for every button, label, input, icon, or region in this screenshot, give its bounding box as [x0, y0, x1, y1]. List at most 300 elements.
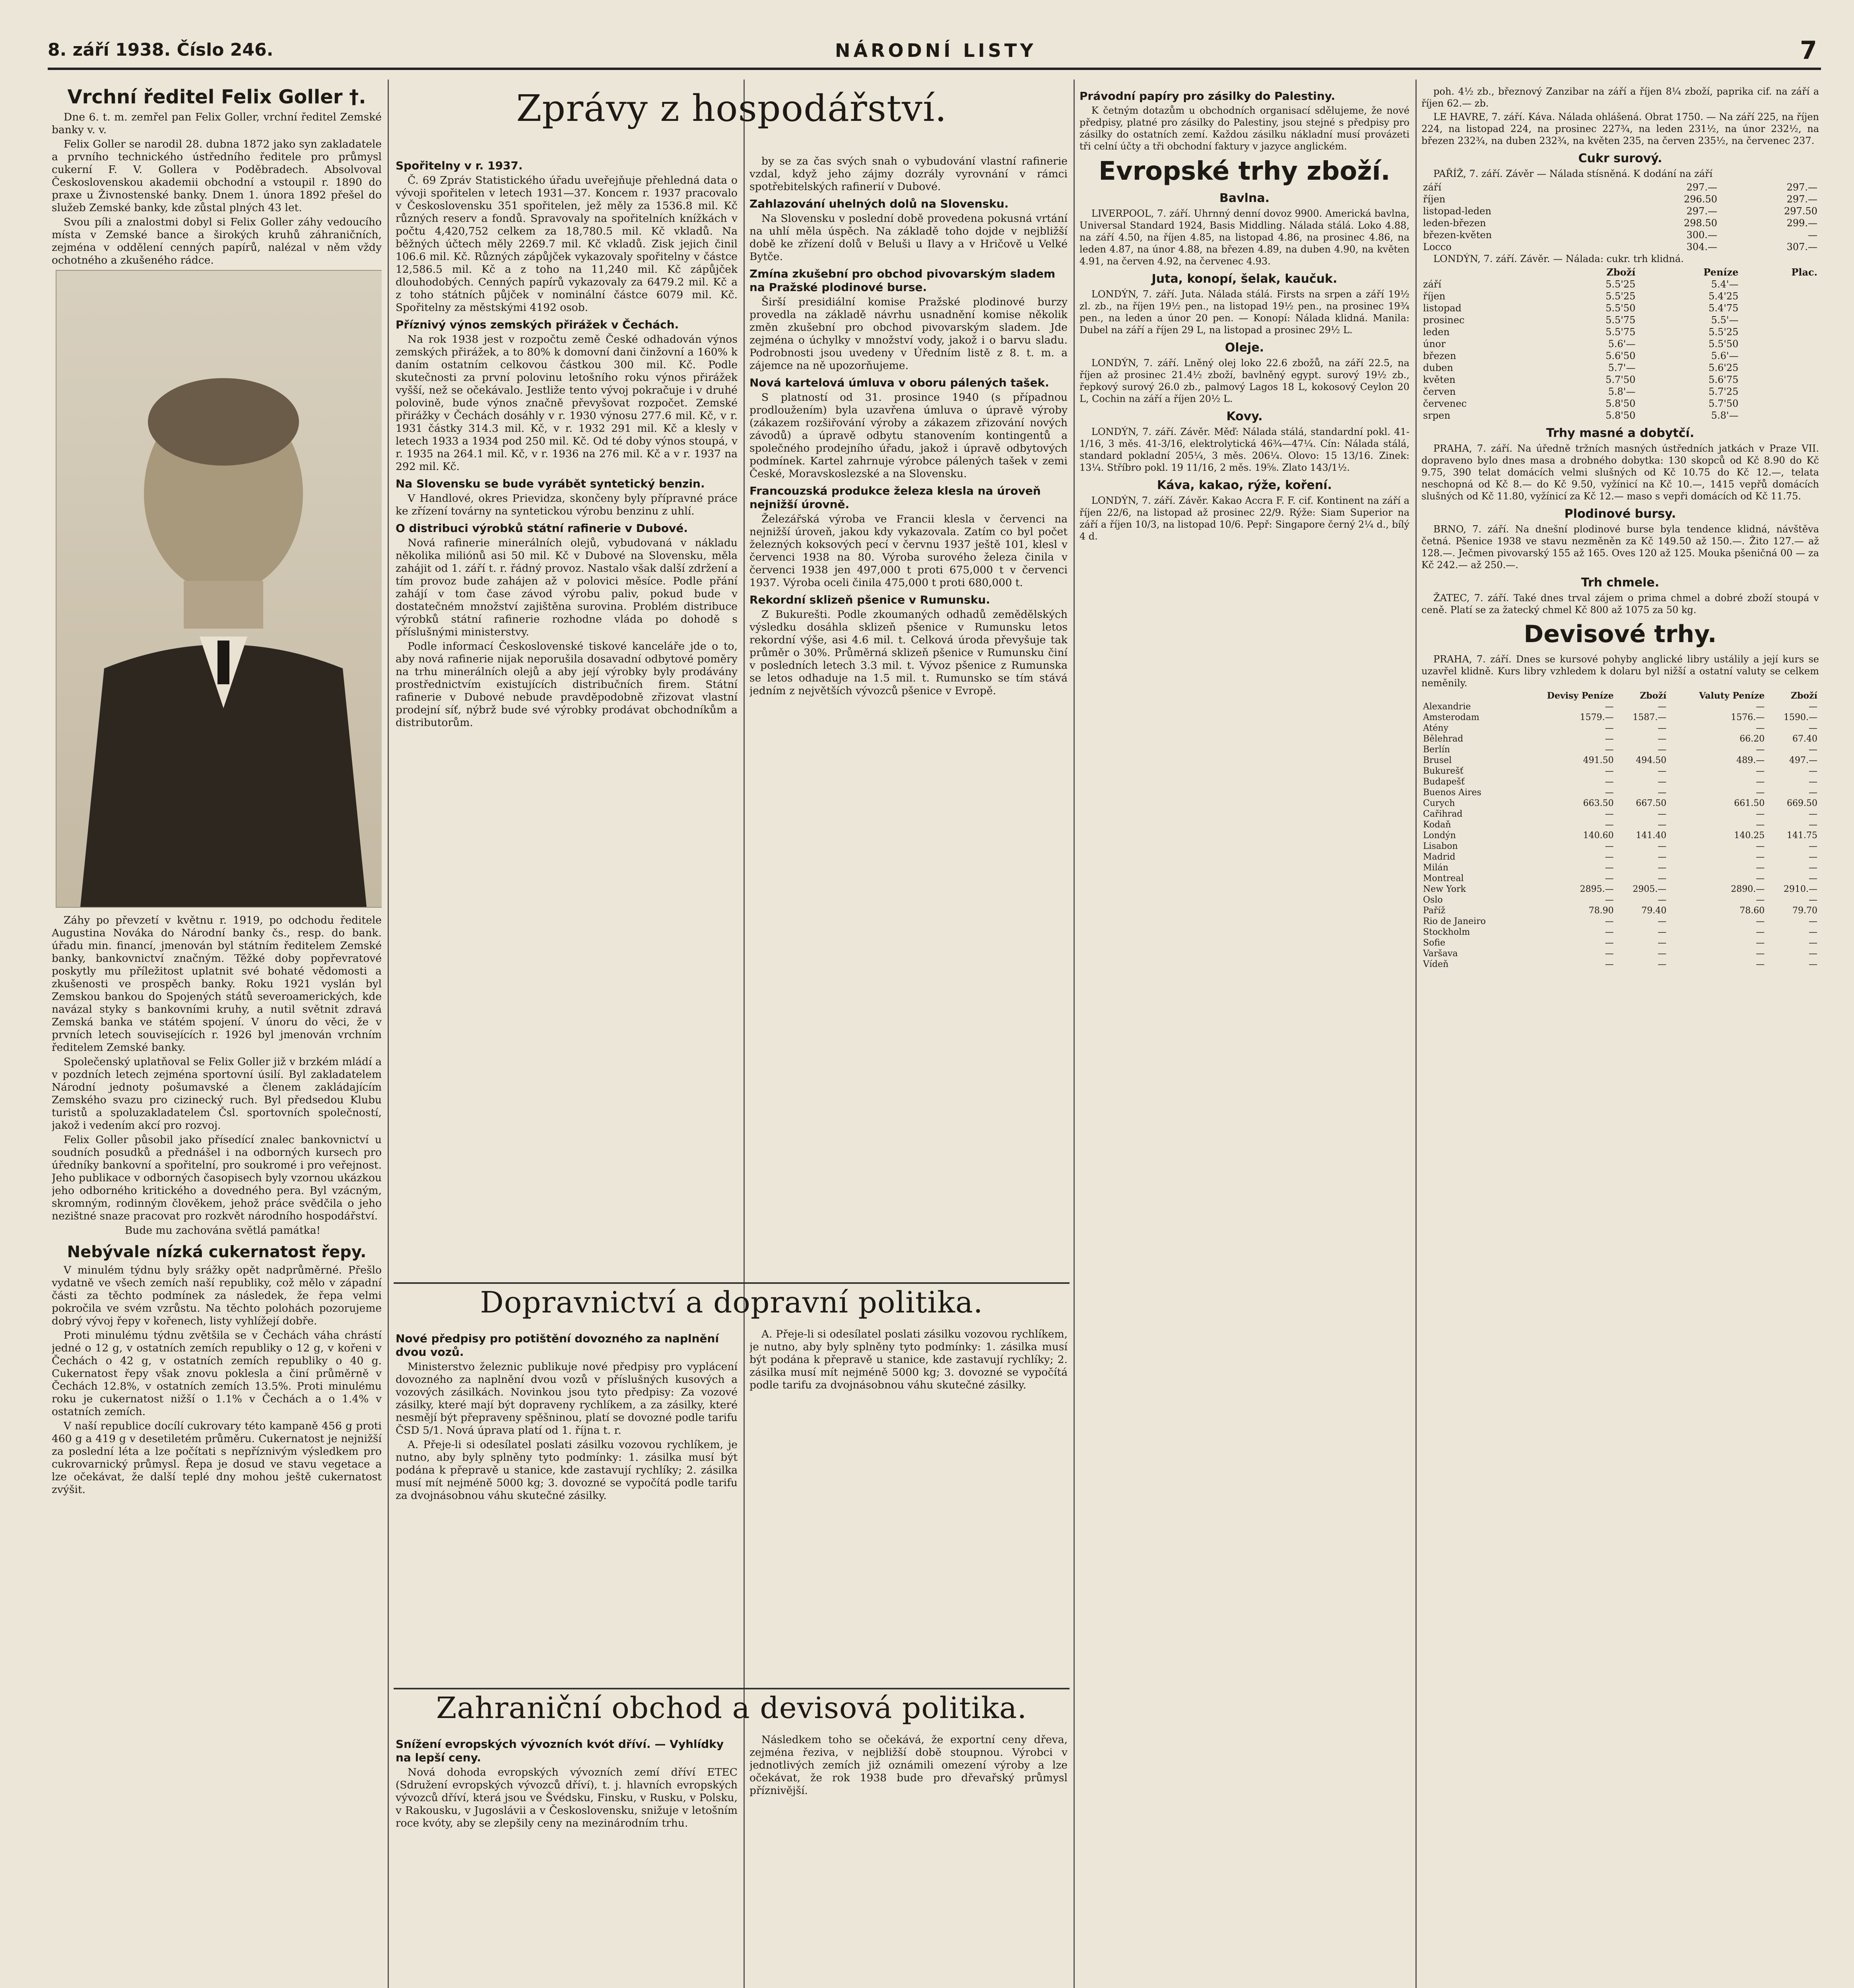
article-text: K četným dotazům u obchodních organisací sdělujeme, že nové předpisy, platné pro zásilky do Palestiny, jsou stejné s předpisy pro zásilky do ostatních zemí. Každou zásilku nákladní musí provázeti tři celní účty a tři obchodní faktury v jazyce anglickém. — [1079, 105, 1409, 152]
currency-row — [1421, 712, 1819, 723]
row-value: — — [1809, 916, 1817, 926]
row-value: — — [1605, 874, 1614, 883]
row-label: Oslo — [1423, 895, 1443, 905]
row-value: — — [1605, 788, 1614, 798]
row-value: 1579.— — [1580, 712, 1614, 722]
row-label: New York — [1423, 884, 1466, 894]
row-value: — — [1605, 820, 1614, 830]
row-value: 5.5'25 — [1606, 279, 1636, 290]
row-label: duben — [1423, 362, 1453, 373]
column-rule — [1074, 80, 1075, 1988]
row-label: březen-květen — [1423, 229, 1492, 241]
row-value: 491.50 — [1583, 755, 1614, 765]
row-label: Bělehrad — [1423, 734, 1464, 744]
row-value: 78.90 — [1588, 906, 1614, 916]
row-value: — — [1809, 959, 1817, 969]
column-header: Valuty Peníze — [1699, 691, 1765, 701]
row-value: 140.60 — [1583, 831, 1614, 841]
row-value: — — [1809, 745, 1817, 755]
currency-row — [1421, 766, 1819, 777]
sugar-beet-paragraph: V minulém týdnu byly srážky opět nadprůměrné. Přešlo vydatně ve všech zemích naší republiky, což mělo v západní části za těchto podmínek za následek, že řepa velmi pokročila ve svém vzrůstu. Na těchto polohách pozorujeme dobrý vývoj řepy v kořenech, listy vyhlížejí dobře. — [52, 1264, 382, 1327]
column-header: Zboží — [1606, 266, 1636, 278]
row-value: 5.6'25 — [1708, 362, 1739, 373]
row-label: říjen — [1423, 291, 1446, 302]
sugar-price-row — [1421, 193, 1819, 205]
row-value: — — [1756, 852, 1765, 862]
article-heading: Nové předpisy pro potištění dovozného za naplnění dvou vozů. — [396, 1332, 719, 1359]
sugar-london-row — [1421, 410, 1819, 421]
row-value: 297.— — [1786, 194, 1817, 205]
row-value: 2890.— — [1731, 884, 1765, 894]
market-text: LONDÝN, 7. září. Závěr. — Nálada: cukr. trh klidná. — [1433, 253, 1684, 264]
row-value: — — [1756, 959, 1765, 969]
row-value: — — [1658, 938, 1667, 948]
row-value: 2905.— — [1633, 884, 1667, 894]
row-label: Cařihrad — [1423, 809, 1463, 819]
row-value: 304.— — [1686, 241, 1717, 252]
row-value: — — [1756, 788, 1765, 798]
row-value: — — [1809, 938, 1817, 948]
currency-row — [1421, 701, 1819, 712]
european-markets-title: Evropské trhy zboží. — [1099, 157, 1390, 186]
row-value: — — [1756, 938, 1765, 948]
column-rule — [1415, 80, 1417, 1988]
row-value: 78.60 — [1739, 906, 1765, 916]
currency-row — [1421, 830, 1819, 841]
row-value: 5.7'25 — [1708, 386, 1739, 397]
article-text: Nová dohoda evropských vývozních zemí dříví ETEC (Sdružení evropských vývozců dříví), t. j. hlavních evropských vývozců dříví, která jsou ve Švédsku, Finsku, v Rusku, v Polsku, v Rakousku, v Jugoslávii a v Československu, snižuje v letošním roce kvóty, aby se zlepšily ceny na mezinárodním trhu. — [396, 1766, 738, 1829]
row-value: — — [1809, 809, 1817, 819]
column-commodities — [1079, 85, 1409, 1988]
row-value: — — [1658, 745, 1667, 755]
row-value: — — [1658, 927, 1667, 937]
commodity-text: LONDÝN, 7. září. Lněný olej loko 22.6 zbožů, na září 22.5, na říjen až prosinec 21.4½ zboží, bavlněný egypt. surový 19½ zb., řepkový surový 26.0 zb., palmový Lagos 18 L, kokosový Ceylon 20 L, Cochin na září a říjen 20½ L. — [1079, 357, 1409, 404]
economy-news-header — [394, 85, 1070, 149]
row-value: — — [1756, 841, 1765, 851]
row-value: — — [1756, 916, 1765, 926]
row-value: — — [1809, 852, 1817, 862]
row-label: březen — [1423, 350, 1456, 361]
currency-row — [1421, 777, 1819, 787]
portrait-photo — [56, 270, 382, 908]
article-text: Širší presidiální komise Pražské plodinové burzy provedla na základě návrhu usnadnění komise několik změn zkušební pro obchod pivovarským sladem. Jde zejména o úchylky v množství vody, jakož i o barvu sladu. Podrobnosti jsou uvedeny v Úředním listě z 8. t. m. a zájemce na ně upozorňujeme. — [749, 296, 1068, 372]
article-text: S platností od 31. prosince 1940 (s případnou prodloužením) byla uzavřena úmluva o úpravě výroby (zákazem rozšiřování výroby a zákazem zřizování nových závodů) a úpravě odbytu stanovením kontingentů a společného prodejního úřadu, jakož i úpravě odbytových podmínek. Kartel zahrnuje výrobce pálených tašek v zemi České, Moravskoslezské a na Slovensku. — [749, 391, 1068, 480]
currency-row — [1421, 948, 1819, 959]
row-label: Berlín — [1423, 745, 1450, 755]
currency-row — [1421, 852, 1819, 862]
obituary-paragraph: Společenský uplatňoval se Felix Goller již v brzkém mládí a v pozdních letech zejména sportovní úsilí. Byl zakladatelem Národní jednoty pošumavské a členem zakládajícím Zemského svazu pro cizinecký ruch. Byl předsedou Klubu turistů a spoluzakladatelem Čsl. sportovních společností, jakož i vedením akcí pro rozvoj. — [52, 1056, 382, 1132]
market-heading: Trhy masné a dobytčí. — [1546, 426, 1695, 440]
column-header: Peníze — [1703, 266, 1739, 278]
row-label: Locco — [1423, 241, 1452, 252]
sugar-london-row — [1421, 290, 1819, 302]
currency-row — [1421, 862, 1819, 873]
row-value: — — [1809, 820, 1817, 830]
portrait-figure — [56, 271, 382, 907]
row-value: — — [1809, 863, 1817, 873]
row-value: 5.4'— — [1711, 279, 1739, 290]
market-heading: Cukr surový. — [1578, 151, 1662, 165]
row-value: 5.8'— — [1608, 386, 1636, 397]
row-value: — — [1658, 852, 1667, 862]
article-text: Podle informací Československé tiskové kanceláře jde o to, aby nová rafinerie nijak neporušila dosavadní odbytové poměry na trhu minerálních olejů a aby její výrobky byly prodávány prostřednictvím existujících distribučních firem. Státní rafinerie v Dubové nebude pravděpodobně zřizovat vlastní prodejní síť, nýbrž bude své výrobky prodávat obchodníkům a distributorům. — [396, 640, 738, 729]
row-value: — — [1658, 841, 1667, 851]
row-value: 667.50 — [1636, 798, 1667, 808]
row-value: — — [1605, 723, 1614, 733]
currency-row — [1421, 744, 1819, 755]
row-value: 5.5'75 — [1606, 326, 1636, 338]
article-text: A. Přeje-li si odesílatel poslati zásilku vozovou rychlíkem, je nutno, aby byly splněny tyto podmínky: 1. zásilka musí být podána k přepravě u stanice, kde zastavují rychlíky; 2. zásilka musí mít nejméně 5000 kg; 3. dovozné se vypočítá podle tarifu za dvojnásobnou váhu skutečné zásilky. — [749, 1328, 1068, 1391]
row-value: 1576.— — [1731, 712, 1765, 722]
row-value: — — [1605, 927, 1614, 937]
row-value: — — [1658, 702, 1667, 712]
commodity-text: LONDÝN, 7. září. Závěr. Měď: Nálada stálá, standardní pokl. 41-1/16, 3 měs. 41-3/16, elektrolytická 46¾—47¼. Cín: Nálada stálá, standard pokladní 205¼, 3 měs. 206¼. Olovo: 15 13/16. Zinek: 13¼. Stříbro pokl. 19 11/16, 2 měs. 19⅝. Zlato 143/1½. — [1079, 426, 1409, 473]
row-label: Rio de Janeiro — [1423, 916, 1486, 926]
sugar-london-row — [1421, 386, 1819, 398]
obituary-paragraph: Svou píli a znalostmi dobyl si Felix Goller záhy vedoucího místa v Zemské bance a širokých kruhů záhraničních, zejména v oddělení cenných papírů, nalézal v něm vždy ochotného a zkušeného rádce. — [52, 216, 382, 266]
row-value: 5.7'50 — [1708, 398, 1739, 409]
row-value: — — [1809, 788, 1817, 798]
row-value: — — [1809, 702, 1817, 712]
currency-row — [1421, 841, 1819, 852]
row-label: červenec — [1423, 398, 1467, 409]
article-text: Na Slovensku v poslední době provedena pokusná vrtání na uhlí měla úspěch. Na základě toho dojde v nejbližší době ke zřízení dolů v Beluši u Ilavy a v Hričově u Velké Bytče. — [749, 212, 1068, 263]
column-header — [1421, 691, 1516, 701]
row-label: Curych — [1423, 798, 1455, 808]
currency-markets-title: Devisové trhy. — [1524, 620, 1717, 648]
row-value: 140.25 — [1734, 831, 1765, 841]
transport-title: Dopravnictví a dopravní politika. — [480, 1285, 983, 1320]
row-value: — — [1605, 959, 1614, 969]
commodity-heading: Oleje. — [1225, 341, 1264, 355]
row-label: Bukurešť — [1423, 766, 1464, 776]
row-value: 300.— — [1686, 229, 1717, 241]
row-value: — — [1605, 745, 1614, 755]
row-label: srpen — [1423, 410, 1450, 421]
article-text: V Handlové, okres Prievidza, skončeny byly přípravné práce ke zřízení továrny na syntetickou výrobu benzinu z uhlí. — [396, 492, 738, 517]
sugar-price-row — [1421, 229, 1819, 241]
obituary-paragraph: Felix Goller působil jako přísedící znalec bankovnictví u soudních posudků a přednášel i na odborných kursech pro úředníky bankovní a spořitelní, pro soukromé i pro veřejnost. Jeho publikace v odborných časopisech byly vzornou ukázkou jeho odborného kritického a dovedného pera. Byl vzácným, skromným, rodinným člověkem, jehož práce svědčila o jeho nezištné snaze pracovat pro rozkvět národního hospodářství. — [52, 1134, 382, 1222]
row-value: — — [1756, 702, 1765, 712]
row-label: Budapešť — [1423, 777, 1465, 787]
column-header: Zboží — [1640, 691, 1667, 701]
obituary-closing: Bude mu zachována světlá památka! — [124, 1224, 321, 1237]
article-text: by se za čas svých snah o vybudování vlastní rafinerie vzdal, když jeho zájmy dozrály vyrovnání v rámci spotřebitelských rafinerií v Dubové. — [749, 155, 1068, 193]
article-text: Železářská výroba ve Francii klesla v červenci na nejnižší úroveň, jakou kdy vykazovala. Zatím co byl počet železných koksových pecí v červnu 1937 ještě 101, klesl v červenci 1938 na 80. Výroba surového železa činila v červenci 1938 jen 497,000 t proti 675,000 t v červenci 1937. Výroba oceli činila 475,000 t proti 680,000 t. — [749, 513, 1068, 589]
column-header: Plac. — [1791, 266, 1817, 278]
row-label: Sofie — [1423, 938, 1446, 948]
row-value: — — [1605, 895, 1614, 905]
row-value: 5.5'25 — [1708, 326, 1739, 338]
row-label: Londýn — [1423, 831, 1456, 841]
column-markets — [1421, 85, 1819, 1988]
currency-row — [1421, 819, 1819, 830]
row-value: 66.20 — [1739, 734, 1765, 744]
column-trade-2 — [749, 1734, 1068, 1988]
row-value: 489.— — [1736, 755, 1765, 765]
obituary-paragraph: Záhy po převzetí v květnu r. 1919, po odchodu ředitele Augustina Nováka do Národní banky čs., resp. do bank. úřadu min. financí, jmenován byl státním ředitelem Zemské banky, bankovnictví značným. Těžké doby popřevratové poskytly mu příležitost uplatnit své bohaté vědomosti a zkušenosti ve prospěch banky. Roku 1921 vyslán byl Zemskou bankou do Spojených států severoamerických, kde navázal styky s bankovními kruhy, a nutil světnit zdravá Zemská banka ve státém spojení. V únoru do věci, že v prvních letech souvisejících r. 1926 byl jmenován vrchním ředitelem Zemské banky. — [52, 914, 382, 1054]
column-header: Zboží — [1791, 691, 1817, 701]
sugar-london-row — [1421, 338, 1819, 350]
article-heading: Zmína zkušební pro obchod pivovarským sladem na Pražské plodinové burse. — [749, 267, 1056, 294]
row-label: Buenos Aires — [1423, 788, 1481, 798]
sugar-london-row — [1421, 326, 1819, 338]
row-value: — — [1756, 863, 1765, 873]
row-label: Stockholm — [1423, 927, 1470, 937]
article-heading: Spořitelny v r. 1937. — [396, 159, 523, 172]
article-heading: Zahlazování uhelných dolů na Slovensku. — [749, 197, 1009, 210]
row-label: Amsterodam — [1423, 712, 1479, 722]
row-value: 5.6'— — [1711, 350, 1739, 361]
trade-header — [394, 1688, 1070, 1732]
row-value: 2910.— — [1784, 884, 1817, 894]
sugar-price-table — [1421, 181, 1819, 253]
row-value: — — [1658, 863, 1667, 873]
row-value: — — [1809, 766, 1817, 776]
row-value: 297.— — [1786, 182, 1817, 193]
row-value: — — [1605, 852, 1614, 862]
article-text: Ministerstvo železnic publikuje nové předpisy pro vyplácení dovozného za naplnění dvou vozů v příslušných kusových a vozových zásilkách. Novinkou jsou tyto předpisy: Za vozové zásilky, které mají být dopraveny rychlíkem, a za zásilky, které nesmějí být přepraveny spěšninou, platí se dovozné podle tarifu ČSD 5/1. Nová úprava platí od 1. října t. r. — [396, 1361, 738, 1437]
row-value: 5.5'50 — [1708, 338, 1739, 349]
row-label: červen — [1423, 386, 1456, 397]
row-value: — — [1809, 895, 1817, 905]
row-label: září — [1423, 279, 1442, 290]
row-value: 297.— — [1686, 206, 1717, 217]
row-value: — — [1658, 949, 1667, 959]
sugar-beet-paragraph: V naší republice docílí cukrovary této kampaně 456 g proti 460 g a 419 g v desetiletém průměru. Cukernatost je nejnižší za poslední léta a lze počítati s nepříznivým výsledkem pro cukrovarnický průmysl. Řepa je dosud ve stavu vegetace a lze očekávat, že další teplé dny mohou ještě cukernatost zvýšit. — [52, 1420, 382, 1496]
column-transport-1 — [396, 1328, 738, 1682]
article-text: Č. 69 Zpráv Statistického úřadu uveřejňuje přehledná data o vývoji spořitelen v letech 1931—37. Koncem r. 1937 pracovalo v Československu 351 spořitelen, jež měly za 1536.8 mil. Kč různých reserv a fondů. Spravovaly na spořitelních knížkách v počtu 4,420,752 celkem za 18,780.5 mil. Kč vkladů. Na běžných účtech měly 2269.7 mil. Kč vkladů. Zisk jejich činil 106.6 mil. Kč. Různých zápůjček vykazovaly spořitelny v částce 12,586.5 mil. Kč a z toho na 11,240 mil. Kč zápůjček dlouhodobých. Cenných papírů vykazovaly za 6479.2 mil. Kč a z toho státních půjček v nominální částce 6079 mil. Kč. Spořitelny za městskými 4192 osob. — [396, 174, 738, 314]
row-label: leden-březen — [1423, 217, 1486, 229]
column-economy-2 — [749, 155, 1068, 1276]
row-value: — — [1756, 820, 1765, 830]
article-text: Nová rafinerie minerálních olejů, vybudovaná v nákladu několika miliónů asi 50 mil. Kč v Dubové na Slovensku, měla zahájit od 1. září t. r. řádný provoz. Nastalo však další zdržení a tím provoz bude zahájen až v polovici měsíce. Podle přání zahájí v tom čase závod výrobu paliv, pokud bude v dostatečném množství zajištěna surovina. Problém distribuce výrobků státní rafinerie rozhodne vláda po dohodě s příslušnými ministerstvy. — [396, 537, 738, 638]
row-value: 5.5'— — [1711, 315, 1739, 326]
row-value: — — [1605, 809, 1614, 819]
currency-row — [1421, 959, 1819, 970]
row-value: — — [1605, 938, 1614, 948]
row-value: 1590.— — [1784, 712, 1817, 722]
column-transport-2 — [749, 1328, 1068, 1682]
row-label: prosinec — [1423, 315, 1465, 326]
row-value: — — [1605, 863, 1614, 873]
sugar-london-row — [1421, 398, 1819, 410]
row-value: 79.70 — [1792, 906, 1817, 916]
row-value: — — [1605, 916, 1614, 926]
row-value: 1587.— — [1633, 712, 1667, 722]
row-value: 141.40 — [1636, 831, 1667, 841]
row-value: 5.6'— — [1608, 338, 1636, 349]
commodity-text: LONDÝN, 7. září. Závěr. Kakao Accra F. F. cif. Kontinent na září a říjen 22/6, na listopad až prosinec 22/9. Rýže: Siam Superior na září a říjen 10/3, na listopad 10/6. Pepř: Singapore černý 2¼ d., bílý 4 d. — [1079, 495, 1409, 542]
page-number: 7 — [1800, 36, 1817, 65]
currency-row — [1421, 755, 1819, 766]
row-value: 2895.— — [1580, 884, 1614, 894]
article-text: Následkem toho se očekává, že exportní ceny dřeva, zejména řeziva, v nejbližší době stoupnou. Výrobci v jednotlivých zemích již oznámili omezení výroby a lze očekávat, že rok 1938 bude pro dřevařský průmysl příznivější. — [749, 1734, 1068, 1797]
market-text: PRAHA, 7. září. Na úředně tržních masných ústředních jatkách v Praze VII. dopraveno bylo dnes masa a drobného dobytka: 130 skopců od Kč 8.90 do Kč 9.75, 390 telat domácích velmi slušných od Kč 10.75 do Kč 12.—, telata neschopná od Kč 8.— do Kč 9.50, vyžínicí na Kč 10.—, 1415 vepřů domácích slušných od Kč 11.80, vyžínicí za Kč 12.— maso s vepři domácích od Kč 11.75. — [1421, 443, 1819, 502]
row-label: Madrid — [1423, 852, 1456, 862]
row-value: — — [1605, 734, 1614, 744]
row-value: — — [1756, 745, 1765, 755]
commodity-heading: Káva, kakao, rýže, koření. — [1157, 478, 1332, 492]
row-value: — — [1756, 895, 1765, 905]
currency-row — [1421, 916, 1819, 927]
row-value: — — [1658, 959, 1667, 969]
row-label: Milán — [1423, 863, 1448, 873]
row-value: — — [1658, 916, 1667, 926]
row-value: 494.50 — [1636, 755, 1667, 765]
row-value: 5.5'75 — [1606, 315, 1636, 326]
currency-row — [1421, 905, 1819, 916]
column-trade-1 — [396, 1734, 738, 1988]
row-value: 299.— — [1786, 217, 1817, 229]
market-heading: Plodinové bursy. — [1564, 507, 1676, 521]
masthead: NÁRODNÍ LISTY — [835, 40, 1037, 61]
article-heading: Na Slovensku se bude vyrábět syntetický benzin. — [396, 477, 705, 490]
currency-row — [1421, 734, 1819, 744]
currency-row — [1421, 895, 1819, 905]
row-value: 297.— — [1686, 182, 1717, 193]
row-value: — — [1809, 927, 1817, 937]
page-header — [48, 36, 1821, 70]
sugar-london-row — [1421, 302, 1819, 314]
row-value: — — [1658, 820, 1667, 830]
sugar-beet-title: Nebývale nízká cukernatost řepy. — [67, 1243, 367, 1261]
row-value: — — [1605, 766, 1614, 776]
commodity-text: LIVERPOOL, 7. září. Uhrnný denní dovoz 9900. Americká bavlna, Universal Standard 1924, Basis Middling. Nálada stálá. Loko 4.88, na září 4.50, na říjen 4.85, na listopad 4.86, na prosinec 4.86, na leden 4.87, na únor 4.88, na březen 4.89, na duben 4.90, na květen 4.91, na červen 4.92, na červenec 4.93. — [1079, 208, 1409, 267]
sugar-london-row — [1421, 374, 1819, 386]
row-value: 298.50 — [1684, 217, 1717, 229]
row-value: 5.6'50 — [1606, 350, 1636, 361]
row-value: 67.40 — [1792, 734, 1817, 744]
row-value: 141.75 — [1787, 831, 1817, 841]
row-value: 5.6'75 — [1708, 374, 1739, 385]
row-value: 5.4'25 — [1708, 291, 1739, 302]
row-value: 5.5'25 — [1606, 291, 1636, 302]
article-heading: Právodní papíry pro zásilky do Palestiny. — [1079, 89, 1336, 103]
sugar-price-row — [1421, 181, 1819, 193]
row-value: — — [1808, 229, 1817, 241]
row-value: — — [1658, 874, 1667, 883]
sugar-price-row — [1421, 217, 1819, 229]
column-header: Devisy Peníze — [1547, 691, 1614, 701]
sugar-beet-paragraph: Proti minulému týdnu zvětšila se v Čechách váha chrástí jedné o 12 g, v ostatních zemích republiky o 12 g, v kořeni v Čechách o 42 g, v ostatních zemích republiky o 40 g. Cukernatost řepy však znovu poklesla a činí průměrně v Čechách 12.8%, v ostatních zemích 13.5%. Proti minulému roku je cukernatost nižší o 1.1% v Čechách a o 1.4% v ostatních zemích. — [52, 1329, 382, 1418]
row-value: 79.40 — [1641, 906, 1667, 916]
row-value: 5.8'50 — [1606, 398, 1636, 409]
row-value: — — [1658, 766, 1667, 776]
row-label: únor — [1423, 338, 1446, 349]
row-value: — — [1756, 723, 1765, 733]
market-text: PAŘÍŽ, 7. září. Závěr — Nálada stísněná. K dodání na září — [1433, 168, 1713, 179]
article-heading: O distribuci výrobků státní rafinerie v Dubové. — [396, 522, 688, 535]
article-heading: Rekordní sklizeň pšenice v Rumunsku. — [749, 593, 990, 606]
market-text: poh. 4½ zb., březnový Zanzibar na září a říjen 8¼ zboží, paprika cif. na září a říjen 62.— zb. — [1421, 86, 1819, 109]
row-value: — — [1658, 777, 1667, 787]
row-value: 296.50 — [1684, 194, 1717, 205]
sugar-london-row — [1421, 362, 1819, 374]
sugar-london-table — [1421, 266, 1819, 421]
economy-news-title: Zprávy z hospodářství. — [516, 87, 947, 130]
sugar-price-row — [1421, 205, 1819, 217]
obituary-paragraph: Dne 6. t. m. zemřel pan Felix Goller, vrchní ředitel Zemské banky v. v. — [52, 111, 382, 136]
row-value: — — [1809, 874, 1817, 883]
row-value: — — [1605, 777, 1614, 787]
row-value: 5.8'— — [1711, 410, 1739, 421]
row-label: květen — [1423, 374, 1456, 385]
currency-row — [1421, 809, 1819, 819]
row-label: Paříž — [1423, 906, 1446, 916]
obituary-title: Vrchní ředitel Felix Goller †. — [67, 86, 366, 108]
row-value: 5.7'— — [1608, 362, 1636, 373]
commodity-heading: Bavlna. — [1219, 191, 1270, 205]
currency-row — [1421, 873, 1819, 884]
row-value: — — [1756, 949, 1765, 959]
article-text: Na rok 1938 jest v rozpočtu země České odhadován výnos zemských přirážek, a to 80% k domovní dani činžovní a 160% k daním ostatním celkovou částkou 300 mil. Kč. Podle skutečnosti za první polovinu letošního roku výnos přirážek vyšší, než se očekávalo. Jestliže tento vývoj pokračuje i v druhé polovině, bude výnos značně převyšovat rozpočet. Zemské přirážky v Čechách dosáhly v r. 1930 výnosu 277.6 mil. Kč, v r. 1931 částky 314.3 mil. Kč, v r. 1932 291 mil. Kč a klesly v letech 1933 a 1934 pod 250 mil. Kč. Od té doby výnos stoupá, v r. 1935 na 264.1 mil. Kč, v r. 1936 na 276 mil. Kč a v r. 1937 na 292 mil. Kč. — [396, 333, 738, 473]
row-value: — — [1809, 777, 1817, 787]
row-value: — — [1809, 723, 1817, 733]
row-value: 497.— — [1789, 755, 1817, 765]
row-label: Lisabon — [1423, 841, 1458, 851]
row-value: 307.— — [1786, 241, 1817, 252]
row-label: listopad-leden — [1423, 206, 1491, 217]
sugar-london-row — [1421, 350, 1819, 362]
market-text: BRNO, 7. září. Na dnešní plodinové burse byla tendence klidná, návštěva četná. Pšenice 1938 ve stavu nezměněn za Kč 149.50 až 150.—. Žito 127.— až 128.—. Ječmen pivovarský 155 až 165. Oves 120 až 125. Mouka pšeničná 00 — za Kč 242.— až 250.—. — [1421, 524, 1819, 571]
row-value: — — [1809, 949, 1817, 959]
row-label: září — [1423, 182, 1442, 193]
currency-row — [1421, 884, 1819, 895]
article-text: A. Přeje-li si odesílatel poslati zásilku vozovou rychlíkem, je nutno, aby byly splněny tyto podmínky: 1. zásilka musí být podána k přepravě u stanice, kde zastavují rychlíky; 2. zásilka musí mít nejméně 5000 kg; 3. dovozné se vypočítá podle tarifu za dvojnásobnou váhu skutečné zásilky. — [396, 1439, 738, 1502]
row-label: Atény — [1423, 723, 1448, 733]
row-label: říjen — [1423, 194, 1446, 205]
commodity-heading: Juta, konopí, šelak, kaučuk. — [1151, 272, 1338, 286]
article-heading: Snížení evropských vývozních kvót dříví. — Vyhlídky na lepší ceny. — [396, 1738, 724, 1764]
row-value: — — [1809, 841, 1817, 851]
article-text: Z Bukurešti. Podle zkoumaných odhadů zemědělských výsledku dosáhla sklizeň pšenice v Rumunsku letos rekordní výše, asi 4.6 mil. t. Celková úroda převyšuje tak průměr o 30%. Průměrná sklizeň pšenice v Rumunsku činí v posledních letech 3.3 mil. t. Vývoz pšenice z Rumunska se letos odhaduje na 1.5 mil. t. Rumunsko se tím stává jedním z největších vývozců pšenice v Evropě. — [749, 608, 1068, 697]
market-text: PRAHA, 7. září. Dnes se kursové pohyby anglické libry ustálily a její kurs se uzavřel klidně. Kurs libry vzhledem k dolaru byl nižší a ostatní valuty se celkem neměnily. — [1421, 654, 1819, 689]
sugar-price-row — [1421, 241, 1819, 253]
article-heading: Francouzská produkce železa klesla na úroveň nejnižší úrovně. — [749, 484, 1041, 511]
row-value: — — [1756, 777, 1765, 787]
transport-header — [394, 1282, 1070, 1326]
row-value: 297.50 — [1784, 206, 1817, 217]
row-value: 5.7'50 — [1606, 374, 1636, 385]
row-label: Kodaň — [1423, 820, 1451, 830]
currency-table — [1421, 691, 1819, 970]
row-label: Vídeň — [1423, 959, 1449, 969]
column-header — [1421, 266, 1548, 278]
column-obituary — [52, 85, 382, 1988]
market-heading: Trh chmele. — [1581, 576, 1660, 590]
row-value: — — [1605, 841, 1614, 851]
issue-date: 8. září 1938. Číslo 246. — [48, 40, 274, 60]
market-text: ŽATEC, 7. září. Také dnes trval zájem o prima chmel a dobré zboží stoupá v ceně. Platí se za žatecký chmel Kč 800 až 1075 za 50 kg. — [1421, 592, 1819, 615]
row-value: 669.50 — [1787, 798, 1817, 808]
row-value: — — [1658, 788, 1667, 798]
currency-row — [1421, 927, 1819, 938]
currency-row — [1421, 938, 1819, 948]
currency-row — [1421, 787, 1819, 798]
row-label: Alexandrie — [1423, 702, 1471, 712]
row-label: Brusel — [1423, 755, 1452, 765]
row-value: — — [1756, 766, 1765, 776]
market-text: LE HAVRE, 7. září. Káva. Nálada ohlášená. Obrat 1750. — Na září 225, na říjen 224, na listopad 224, na prosinec 227¾, na leden 231½, na únor 232½, na březen 232¾, na duben 232¾, na květen 235, na červen 235½, na červenec 237. — [1421, 111, 1819, 146]
row-value: — — [1658, 809, 1667, 819]
sugar-london-row — [1421, 278, 1819, 290]
row-value: — — [1756, 874, 1765, 883]
row-value: — — [1658, 734, 1667, 744]
row-value: — — [1658, 723, 1667, 733]
row-value: — — [1756, 809, 1765, 819]
currency-row — [1421, 798, 1819, 809]
